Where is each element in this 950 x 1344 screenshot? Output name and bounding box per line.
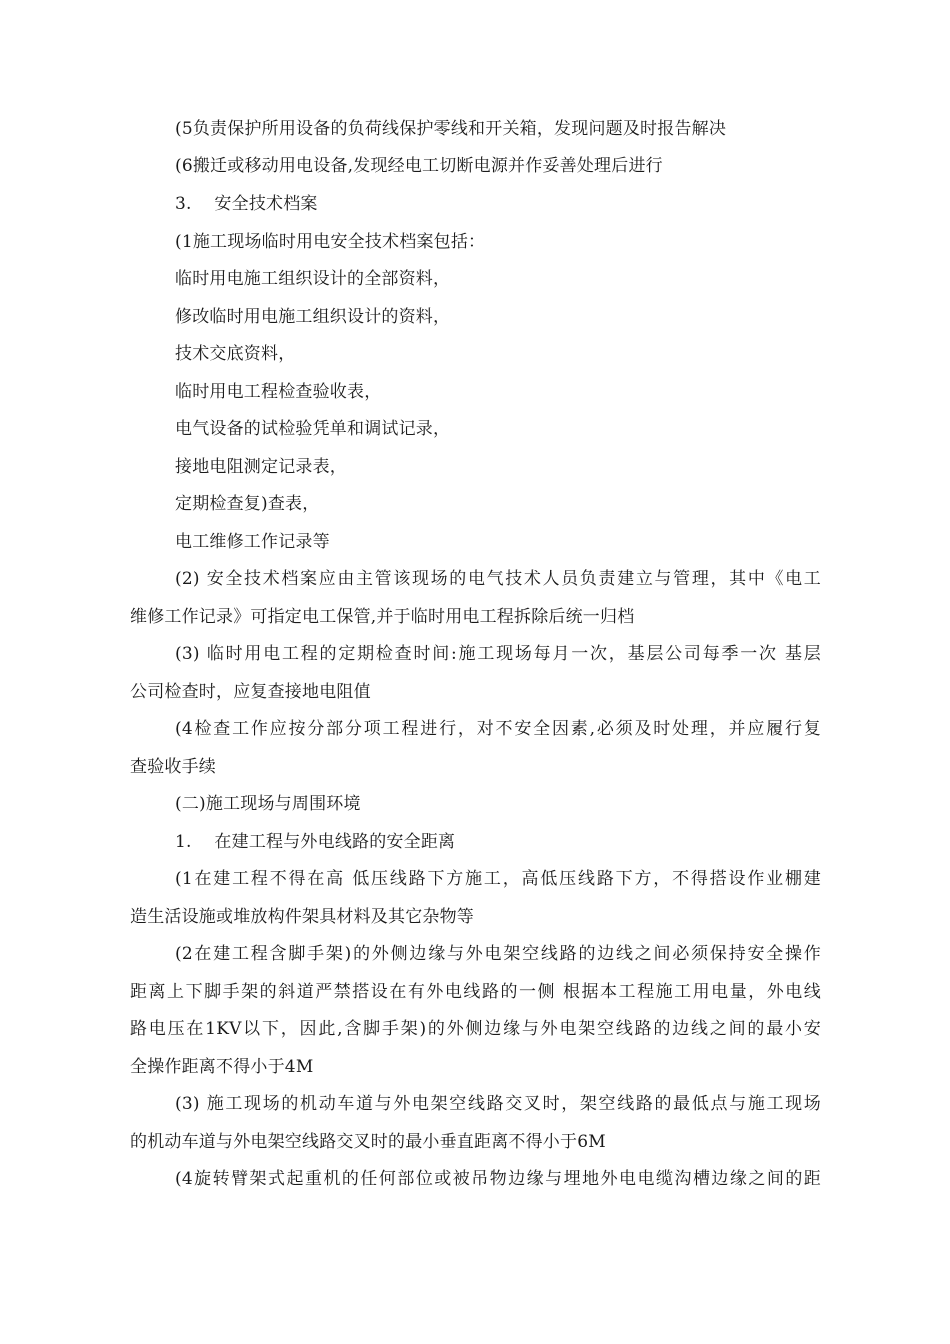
text-line: 造生活设施或堆放构件架具材料及其它杂物等 — [130, 907, 474, 927]
text-line: (4旋转臂架式起重机的任何部位或被吊物边缘与埋地外电电缆沟槽边缘之间的距 — [175, 1169, 821, 1189]
text-line: 查验收手续 — [130, 757, 216, 777]
list-item: 电气设备的试检验凭单和调试记录， — [175, 419, 451, 439]
text-line: (2在建工程含脚手架)的外侧边缘与外电架空线路的边线之间必须保持安全操作 — [175, 944, 821, 964]
text-line: (1在建工程不得在高 低压线路下方施工，高低压线路下方，不得搭设作业棚建 — [175, 869, 821, 889]
list-item: 接地电阻测定记录表， — [175, 457, 347, 477]
text-line: (1施工现场临时用电安全技术档案包括： — [175, 232, 486, 252]
text-line: (5负责保护所用设备的负荷线保护零线和开关箱，发现问题及时报告解决 — [175, 119, 727, 139]
text-line: 全操作距离不得小于4M — [130, 1057, 314, 1077]
text-line: (3) 施工现场的机动车道与外电架空线路交叉时，架空线路的最低点与施工现场 — [175, 1094, 821, 1114]
text-line: 路电压在1KV以下，因此,含脚手架)的外侧边缘与外电架空线路的边线之间的最小安 — [130, 1019, 821, 1039]
list-item: 电工维修工作记录等 — [175, 532, 330, 552]
text-line: 公司检查时，应复查接地电阻值 — [130, 682, 371, 702]
section-heading: (二)施工现场与周围环境 — [175, 794, 361, 814]
text-line: (4检查工作应按分部分项工程进行，对不安全因素,必须及时处理，并应履行复 — [175, 719, 821, 739]
text-line: (2) 安全技术档案应由主管该现场的电气技术人员负责建立与管理，其中《电工 — [175, 569, 821, 589]
text-line: 距离上下脚手架的斜道严禁搭设在有外电线路的一侧 根据本工程施工用电量，外电线 — [130, 982, 821, 1002]
list-item: 定期检查复)查表， — [175, 494, 320, 514]
text-line: 维修工作记录》可指定电工保管,并于临时用电工程拆除后统一归档 — [130, 607, 635, 627]
list-item: 临时用电工程检查验收表， — [175, 382, 382, 402]
text-line: (6搬迁或移动用电设备,发现经电工切断电源并作妥善处理后进行 — [175, 156, 663, 176]
list-item: 技术交底资料， — [175, 344, 296, 364]
list-item: 临时用电施工组织设计的全部资料， — [175, 269, 451, 289]
text-line: (3) 临时用电工程的定期检查时间:施工现场每月一次，基层公司每季一次 基层 — [175, 644, 821, 664]
section-heading: 1. 在建工程与外电线路的安全距离 — [175, 832, 456, 852]
section-heading: 3. 安全技术档案 — [175, 194, 318, 214]
text-line: 的机动车道与外电架空线路交叉时的最小垂直距离不得小于6M — [130, 1132, 606, 1152]
list-item: 修改临时用电施工组织设计的资料， — [175, 307, 451, 327]
